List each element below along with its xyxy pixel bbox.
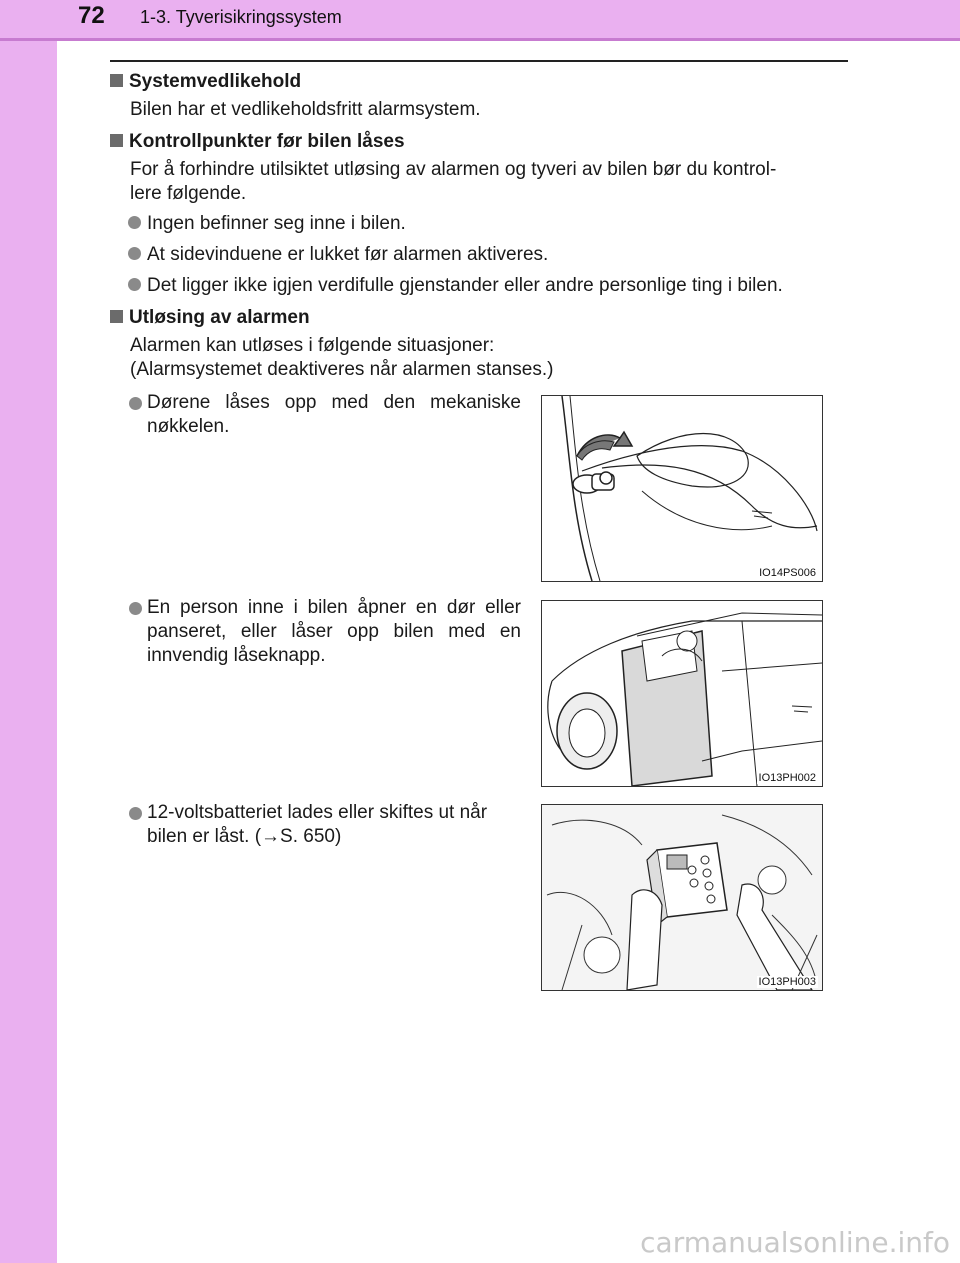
- figure-label: IO13PH003: [758, 976, 816, 988]
- door-handle-illustration: [542, 396, 822, 581]
- round-bullet-icon: [128, 216, 141, 229]
- section-body-line: For å forhindre utilsiktet utløsing av alarmen og tyveri av bilen bør du kontrol-: [130, 159, 777, 180]
- square-bullet-icon: [110, 134, 123, 147]
- figure-door-key-unlock: [541, 395, 823, 582]
- section-body-line: Alarmen kan utløses i følgende situasjoner:: [130, 335, 495, 356]
- left-color-band: [0, 0, 57, 1263]
- car-open-door-illustration: [542, 601, 822, 786]
- square-bullet-icon: [110, 74, 123, 87]
- figure-label: IO13PH002: [758, 772, 816, 784]
- engine-bay-battery-illustration: [542, 805, 822, 990]
- figure-battery-replacement: [541, 804, 823, 991]
- watermark: carmanualsonline.info: [640, 1226, 950, 1259]
- section-body: Bilen har et vedlikeholdsfritt alarmsystem.: [130, 99, 481, 120]
- round-bullet-icon: [129, 602, 142, 615]
- section-systemvedlikehold: [110, 70, 850, 122]
- section-heading: Systemvedlikehold: [110, 70, 850, 94]
- top-rule: [110, 60, 848, 62]
- section-kontrollpunkter: [110, 130, 850, 206]
- section-body-line: (Alarmsystemet deaktiveres når alarmen stanses.): [130, 359, 554, 380]
- list-item: Ingen befinner seg inne i bilen.: [128, 212, 406, 236]
- round-bullet-icon: [128, 247, 141, 260]
- figure-label: IO14PS006: [759, 567, 816, 579]
- square-bullet-icon: [110, 310, 123, 323]
- round-bullet-icon: [129, 397, 142, 410]
- figure-item-text: 12-voltsbatteriet lades eller skiftes ut når bilen er låst. (→S. 650): [147, 802, 488, 847]
- figure-item-text: En person inne i bilen åpner en dør eller panseret, eller låser opp bilen med en innvendig låseknapp.: [147, 597, 521, 666]
- section-title: 1-3. Tyverisikringssystem: [140, 7, 342, 27]
- page-number: 72: [78, 2, 105, 29]
- figure-person-opens-door: [541, 600, 823, 787]
- list-item: Det ligger ikke igjen verdifulle gjenstander eller andre personlige ting i bilen.: [128, 274, 783, 298]
- header-divider: [0, 38, 960, 41]
- round-bullet-icon: [129, 807, 142, 820]
- round-bullet-icon: [128, 278, 141, 291]
- figure-item-text: Dørene låses opp med den mekaniske nøkkelen.: [147, 392, 521, 437]
- section-utlosing: [110, 306, 850, 382]
- section-body-line: lere følgende.: [130, 183, 247, 204]
- list-item: At sidevinduene er lukket før alarmen aktiveres.: [128, 243, 548, 267]
- arrow-right-icon: →: [261, 826, 281, 847]
- section-heading: Kontrollpunkter før bilen låses: [110, 130, 850, 154]
- section-heading: Utløsing av alarmen: [110, 306, 850, 330]
